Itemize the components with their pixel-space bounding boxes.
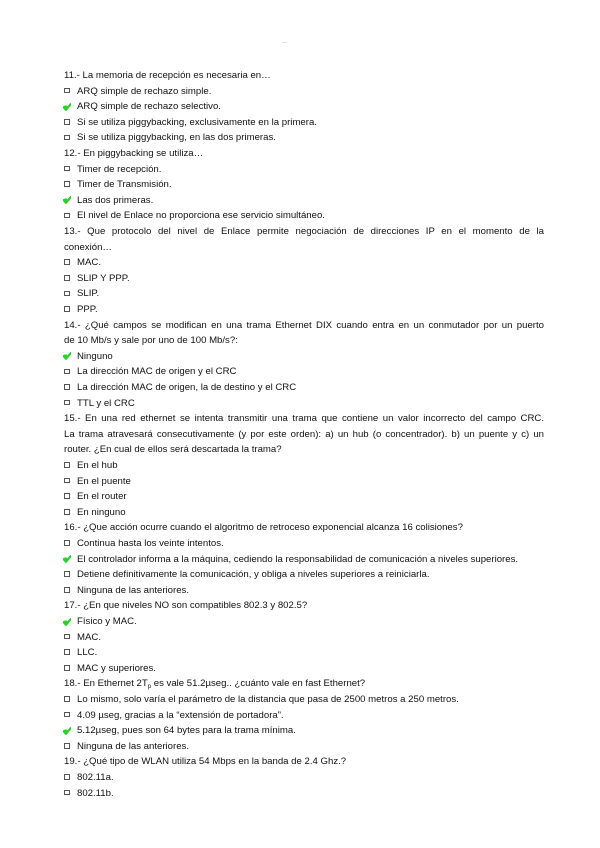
option-label: ARQ simple de rechazo selectivo. [77, 101, 221, 113]
selected-check-icon [63, 352, 71, 360]
option-label: 5.12µseg, pues son 64 bytes para la trama mínima. [77, 725, 296, 737]
question-14-text-line: 14.- ¿Qué campos se modifican en una trama Ethernet DIX cuando entra en un conmutador por un puerto [64, 319, 544, 331]
option-label: LLC. [77, 647, 98, 659]
question-18-option[interactable] [64, 708, 284, 724]
option-label: PPP. [77, 304, 98, 315]
question-19-text: 19.- ¿Qué tipo de WLAN utiliza 54 Mbps en la banda de 2.4 Ghz.? [64, 756, 347, 768]
option-label: 802.11a. [77, 772, 114, 783]
option-label: SLIP. [77, 288, 100, 300]
question-13-option[interactable] [64, 302, 98, 318]
question-18-option[interactable] [64, 723, 296, 739]
question-text-prefix: 18.- En Ethernet 2T [64, 678, 148, 690]
question-16-option[interactable] [64, 536, 224, 552]
option-label: Lo mismo, solo varía el parámetro de la distancia que pasa de 2500 metros a 250 metros. [77, 694, 459, 705]
question-14-option[interactable] [64, 396, 135, 412]
option-label: La dirección MAC de origen y el CRC [77, 366, 237, 378]
option-label: El nivel de Enlace no proporciona ese servicio simultáneo. [77, 210, 325, 222]
question-15-option[interactable] [64, 458, 118, 474]
question-16-option[interactable] [64, 567, 430, 583]
question-14-option[interactable] [64, 364, 236, 380]
option-label: Continua hasta los veinte intentos. [77, 538, 224, 549]
option-label: La dirección MAC de origen, la de destino y el CRC [77, 382, 297, 393]
question-14-option[interactable] [64, 380, 296, 396]
question-12-option[interactable] [64, 208, 325, 224]
checkbox-icon[interactable] [64, 493, 70, 499]
question-13-text-line: 13.- Que protocolo del nivel de Enlace permite negociación de direcciones IP en el momento de la [64, 226, 544, 237]
question-18-text [64, 676, 544, 692]
option-label: 802.11b. [77, 787, 114, 799]
checkbox-icon[interactable] [64, 213, 70, 219]
checkbox-icon[interactable] [64, 119, 70, 125]
selected-check-icon [63, 618, 71, 626]
question-19-option[interactable] [64, 786, 114, 802]
checkbox-icon[interactable] [64, 259, 70, 265]
option-label: MAC y superiores. [77, 662, 156, 674]
question-17-option[interactable] [64, 630, 101, 646]
question-12-text: 12.- En piggybacking se utiliza… [64, 148, 204, 159]
selected-check-icon [63, 103, 71, 111]
option-label: 4.09 µseg, gracias a la “extensión de portadora”. [77, 709, 284, 721]
question-14-option[interactable] [64, 349, 113, 365]
checkbox-icon[interactable] [64, 181, 70, 187]
question-18-option[interactable] [64, 739, 189, 755]
checkbox-icon[interactable] [64, 306, 70, 312]
question-14-text-line: de 10 Mb/s y sale por uno de 100 Mb/s?: [64, 335, 238, 347]
question-text-suffix: es vale 51.2µseg.. ¿cuánto vale en fast Ethernet? [151, 678, 366, 690]
option-label: Detiene definitivamente la comunicación, y obliga a niveles superiores a reiniciarla. [77, 569, 430, 581]
option-label: Si se utiliza piggybacking, exclusivamente en la primera. [77, 116, 317, 128]
option-label: Ninguna de las anteriores. [77, 740, 189, 752]
question-11-option[interactable] [64, 84, 211, 100]
option-label: SLIP Y PPP. [77, 272, 130, 284]
option-label: Ninguno [77, 350, 113, 362]
question-17-option[interactable] [64, 614, 137, 630]
question-12-option[interactable] [64, 177, 172, 193]
option-label: En el router [77, 491, 127, 503]
option-label: Ninguna de las anteriores. [77, 584, 189, 596]
checkbox-icon[interactable] [64, 369, 70, 375]
question-13-option[interactable] [64, 255, 101, 271]
option-label: En ninguno [77, 506, 126, 518]
checkbox-icon[interactable] [64, 166, 70, 172]
question-16-option[interactable] [64, 552, 518, 568]
checkbox-icon[interactable] [64, 462, 70, 468]
question-13-option[interactable] [64, 286, 99, 302]
question-11-text: 11.- La memoria de recepción es necesaria en… [64, 70, 271, 81]
checkbox-icon[interactable] [64, 478, 70, 484]
question-12-option[interactable] [64, 162, 161, 178]
question-16-option[interactable] [64, 583, 189, 599]
option-label: En el puente [77, 475, 131, 487]
option-label: Si se utiliza piggybacking, en las dos primeras. [77, 132, 276, 144]
question-17-text: 17.- ¿En que niveles NO son compatibles 802.3 y 802.5? [64, 600, 308, 612]
checkbox-icon[interactable] [64, 712, 70, 718]
option-label: MAC. [77, 257, 101, 269]
selected-check-icon [63, 727, 71, 735]
checkbox-icon[interactable] [64, 743, 70, 749]
option-label: MAC. [77, 631, 101, 643]
selected-check-icon [63, 196, 71, 204]
question-12-option[interactable] [64, 193, 153, 209]
checkbox-icon[interactable] [64, 649, 70, 655]
question-15-option[interactable] [64, 505, 126, 521]
question-text-subscript: p [147, 684, 152, 691]
checkbox-icon[interactable] [64, 291, 70, 297]
question-15-option[interactable] [64, 489, 127, 505]
question-13-option[interactable] [64, 271, 130, 287]
page-mark: — [282, 40, 287, 46]
question-11-option[interactable] [64, 130, 276, 146]
option-label: En el hub [77, 460, 118, 471]
option-label: ARQ simple de rechazo simple. [77, 85, 212, 97]
checkbox-icon[interactable] [64, 88, 70, 94]
checkbox-icon[interactable] [64, 384, 70, 390]
question-15-text-line: router. ¿En cual de ellos será descartada la trama? [64, 444, 282, 456]
question-11-option[interactable] [64, 99, 221, 115]
question-19-option[interactable] [64, 770, 114, 786]
question-15-option[interactable] [64, 474, 131, 490]
checkbox-icon[interactable] [64, 665, 70, 671]
checkbox-icon[interactable] [64, 790, 70, 796]
checkbox-icon[interactable] [64, 509, 70, 515]
question-17-option[interactable] [64, 661, 156, 677]
checkbox-icon[interactable] [64, 400, 70, 406]
option-label: Las dos primeras. [77, 194, 154, 206]
question-15-text-line: 15.- En una red ethernet se intenta transmitir una trama que contiene un valor incorrecto del campo CRC. [64, 413, 544, 425]
checkbox-icon[interactable] [64, 540, 70, 546]
checkbox-icon[interactable] [64, 571, 70, 577]
checkbox-icon[interactable] [64, 275, 70, 281]
question-17-option[interactable] [64, 645, 97, 661]
question-11-option[interactable] [64, 115, 317, 131]
question-13-text-line: conexión… [64, 241, 112, 253]
option-label: Timer de recepción. [77, 163, 162, 175]
selected-check-icon [63, 555, 71, 563]
option-label: TTL y el CRC [77, 397, 135, 409]
checkbox-icon[interactable] [64, 135, 70, 141]
checkbox-icon[interactable] [64, 587, 70, 593]
question-18-option[interactable] [64, 692, 459, 708]
checkbox-icon[interactable] [64, 634, 70, 640]
question-15-text-line: La trama atravesará consecutivamente (y por este orden): a) un hub (o concentrador). b) un puente y c) un [64, 428, 544, 440]
checkbox-icon[interactable] [64, 774, 70, 780]
checkbox-icon[interactable] [64, 696, 70, 702]
option-label: El controlador informa a la máquina, cediendo la responsabilidad de comunicación a niveles superiores. [77, 553, 519, 565]
option-label: Timer de Transmisión. [77, 179, 172, 191]
option-label: Físico y MAC. [77, 616, 137, 627]
question-16-text: 16.- ¿Que acción ocurre cuando el algoritmo de retroceso exponencial alcanza 16 colisiones? [64, 522, 463, 534]
